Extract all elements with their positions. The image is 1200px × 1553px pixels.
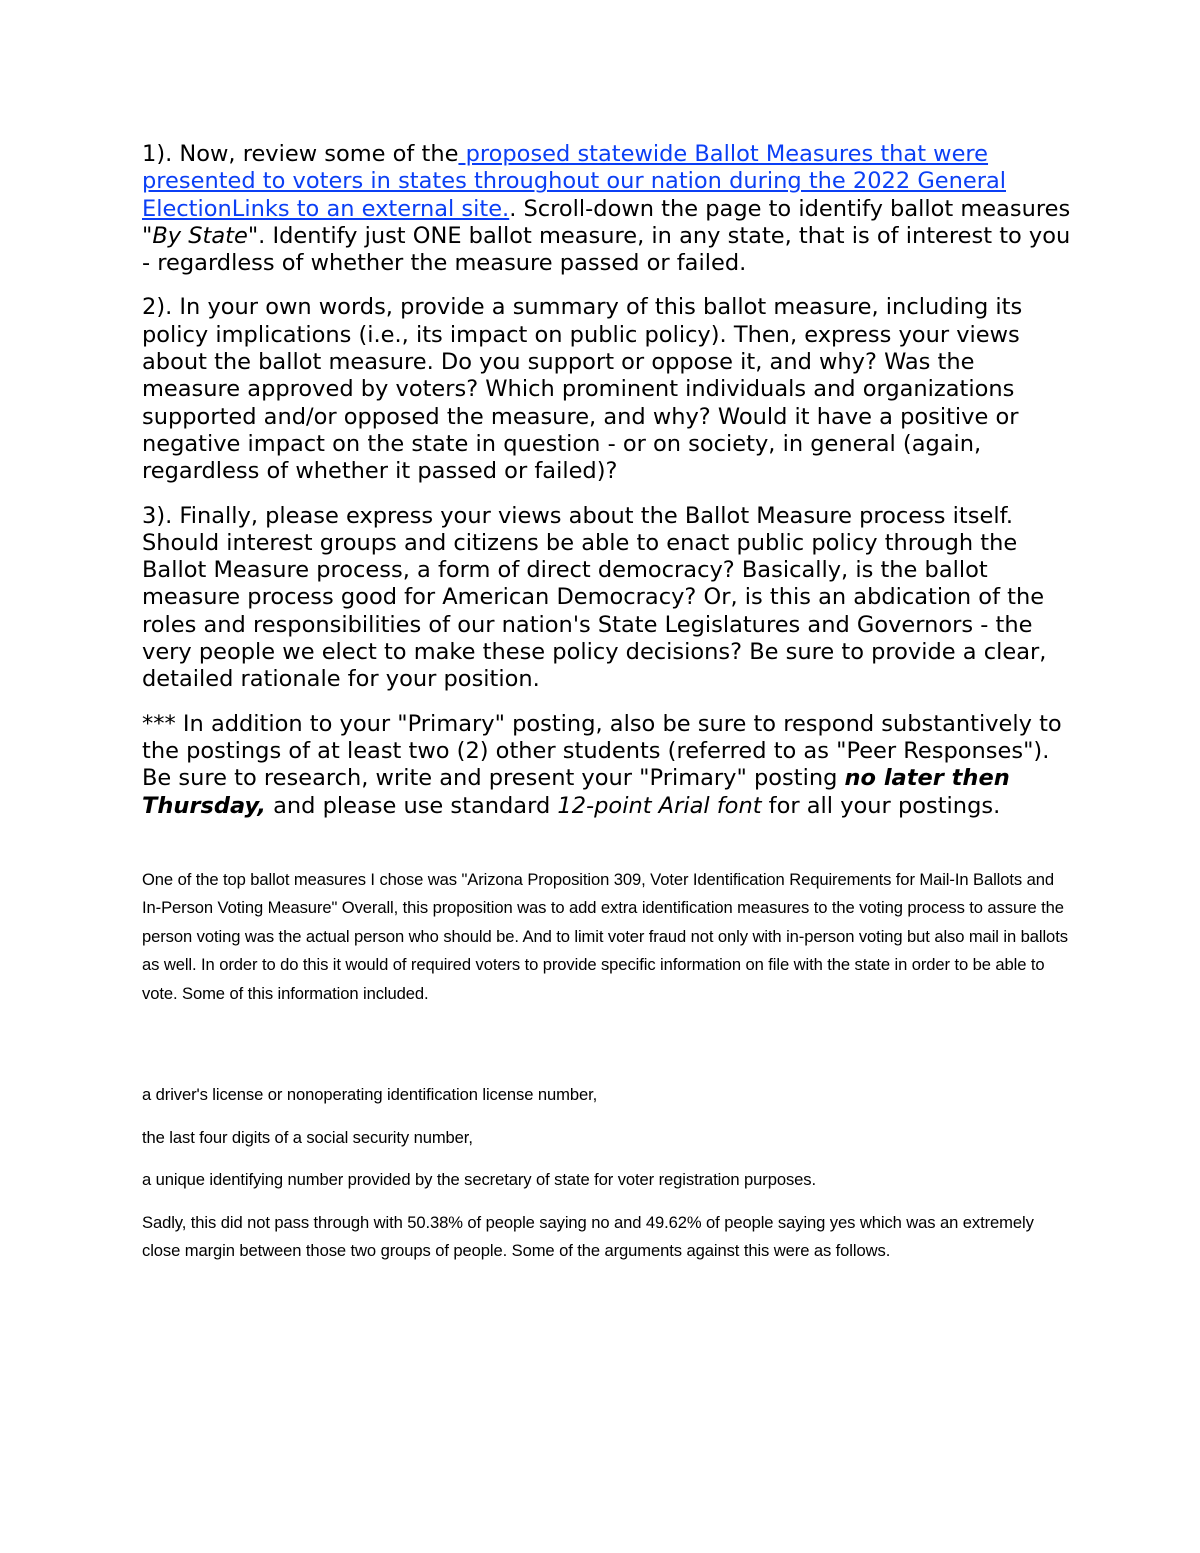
prompt-paragraph-3: 3). Finally, please express your views about the Ballot Measure process itself. Should interest groups and citizens be able to enact public policy through the Ballot Measure process, a form of direct democracy? Basically, is the ballot measure process good for American Democracy? Or, is this an abdication of the roles and responsibilities of our nation's State Legislatures and Governors - the very people we elect to make these policy decisions? Be sure to provide a clear, detailed rationale for your position.: [142, 502, 1047, 693]
student-response: [142, 866, 1072, 1266]
prompt-1-rest: ". Identify just ONE ballot measure, in any state, that is of interest to you - regardless of whether the measure passed or failed.: [142, 222, 1071, 277]
assignment-prompt: [142, 141, 1072, 820]
id-requirement-item: the last four digits of a social security number,: [142, 1127, 473, 1147]
document-page: [142, 141, 1072, 1280]
prompt-4-lead: *** In addition to your "Primary" posting, also be sure to respond substantively to the postings of at least two (2) other students (referred to as "Peer Responses"). Be sure to research, write and present your "Primary" posting: [142, 710, 1062, 792]
response-result: Sadly, this did not pass through with 50.38% of people saying no and 49.62% of people saying yes which was an extremely close margin between those two groups of people. Some of the arguments against this were as follows.: [142, 1212, 1034, 1261]
blank-space: [142, 1022, 1072, 1081]
prompt-1-after-link: . Scroll-down the page to identify ballot measures ": [142, 195, 1071, 249]
by-state-emphasis: By State: [152, 222, 248, 249]
prompt-paragraph-4: [142, 711, 1072, 820]
prompt-4-mid: and please use standard: [265, 792, 558, 819]
font-requirement-emphasis: 12-point Arial font: [557, 792, 762, 819]
deadline-emphasis: no later then Thursday,: [142, 765, 1010, 819]
prompt-paragraph-2: 2). In your own words, provide a summary of this ballot measure, including its policy implications (i.e., its impact on public policy). Then, express your views about the ballot measure. Do you support or oppose it, and why? Was the measure approved by voters? Which prominent individuals and organizations supported and/or opposed the measure, and why? Would it have a positive or negative impact on the state in question - or on society, in general (again, regardless of whether it passed or failed)?: [142, 294, 1023, 485]
id-requirement-item: a driver's license or nonoperating identification license number,: [142, 1085, 598, 1105]
response-intro: One of the top ballot measures I chose was "Arizona Proposition 309, Voter Identification Requirements for Mail-In Ballots and In-Person Voting Measure" Overall, this proposition was to add extra identification measures to the voting process to assure the person voting was the actual person who should be. And to limit voter fraud not only with in-person voting but also mail in ballots as well. In order to do this it would of required voters to provide specific information on file with the state in order to be able to vote. Some of this information included.: [142, 869, 1068, 1003]
prompt-4-end: for all your postings.: [761, 792, 1001, 819]
prompt-1-lead: 1). Now, review some of the: [142, 141, 459, 167]
ballot-measures-link[interactable]: proposed statewide Ballot Measures that were presented to voters in states throughout our nation during the 2022 General ElectionLinks to an external site.: [142, 141, 1006, 222]
prompt-paragraph-1: [142, 141, 1072, 277]
id-requirement-item: a unique identifying number provided by the secretary of state for voter registration purposes.: [142, 1170, 816, 1190]
